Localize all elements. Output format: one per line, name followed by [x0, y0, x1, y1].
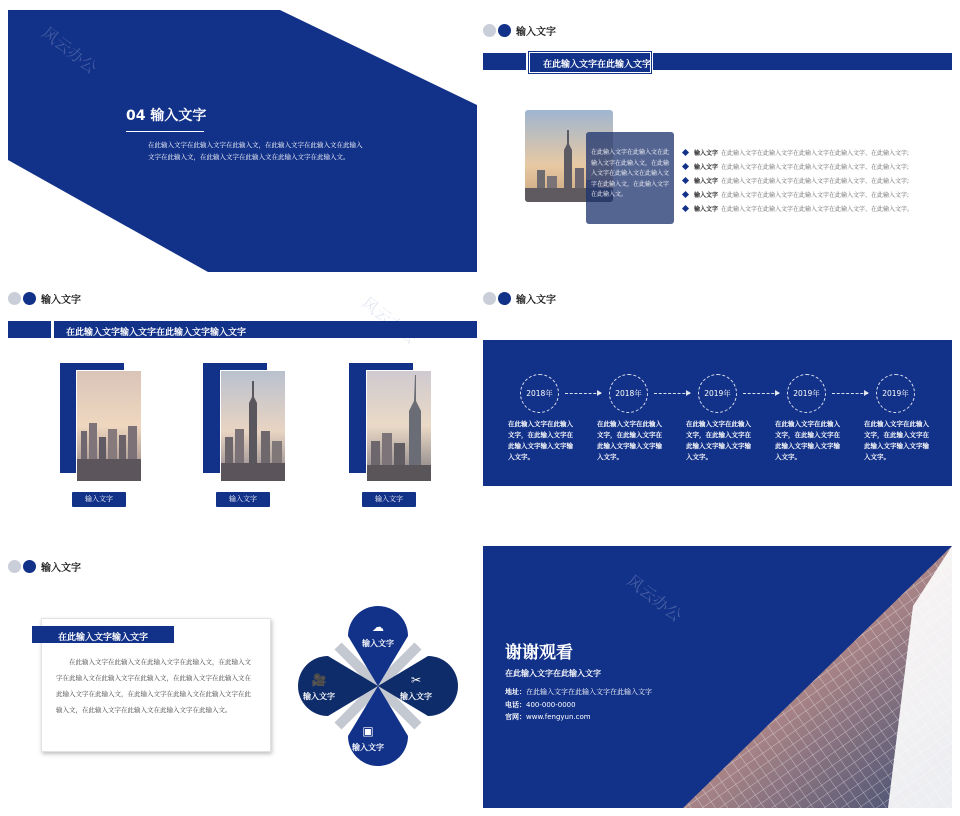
- timeline-text: 在此输入文字在此输入文字，在此输入文字在此输入文字输入文字输入文字。: [597, 420, 662, 461]
- diamond-icon: [682, 204, 689, 211]
- title-underline: [126, 131, 204, 132]
- phone-label: 电话：: [505, 700, 526, 709]
- title-box-label: 在此输入文字在此输入文字: [543, 60, 652, 70]
- slide-header: [483, 22, 556, 38]
- slide-card-petals: [8, 546, 477, 808]
- photo-button[interactable]: 输入文字: [362, 492, 416, 507]
- web-label: 官网：: [505, 713, 526, 721]
- list-item: [683, 173, 948, 187]
- list-item: [683, 159, 948, 173]
- timeline-panel: [483, 340, 952, 486]
- city-photo: [220, 370, 286, 482]
- contact-info: [505, 686, 652, 724]
- watermark: 风云办公: [623, 571, 686, 626]
- slide-header: [483, 290, 556, 306]
- blue-dot-icon: [23, 292, 36, 305]
- bullet-list: [683, 145, 948, 215]
- list-item-text: 在此输入文字在此输入文字在此输入文字在此输入文字、在此输入文字;: [721, 191, 910, 199]
- section-body: 在此输入文字在此输入文字在此输入文，在此输入文字在此输入文在此输入文字在此输入文，在此输入文字在此输入文在此输入文字在此输入文。: [148, 141, 363, 161]
- list-item: [683, 145, 948, 159]
- slide-thanks: [483, 546, 952, 808]
- list-item-label: 输入文字: [694, 205, 719, 213]
- header-title: 输入文字: [516, 294, 556, 306]
- timeline-text: 在此输入文字在此输入文字，在此输入文字在此输入文字输入文字输入文字。: [508, 420, 573, 461]
- text-box-body: 在此输入文字在此输入文在此输入文字在此输入文，在此输入文字在此输入文在此输入文字在此输入文，在此输入文字在此输入文。: [591, 149, 670, 198]
- list-item-text: 在此输入文字在此输入文字在此输入文字在此输入文字、在此输入文字;: [721, 163, 910, 171]
- gray-dot-icon: [483, 24, 496, 37]
- list-item-text: 在此输入文字在此输入文字在此输入文字在此输入文字、在此输入文字;: [721, 149, 910, 157]
- header-title: 输入文字: [516, 26, 556, 38]
- petal-label: 输入文字: [303, 691, 335, 701]
- section-title: 04 输入文字: [126, 108, 207, 124]
- title-bar-label: 在此输入文字输入文字在此输入文字输入文字: [66, 328, 247, 338]
- thanks-title: 谢谢观看: [505, 643, 573, 663]
- petal-label: 输入文字: [362, 638, 394, 648]
- camera-icon: 🎥: [311, 672, 327, 687]
- blue-dot-icon: [23, 560, 36, 573]
- timeline-text: 在此输入文字在此输入文字，在此输入文字在此输入文字输入文字输入文字。: [686, 420, 751, 461]
- header-title: 输入文字: [41, 562, 81, 574]
- address-label: 地址：: [505, 688, 526, 696]
- tools-icon: ✂: [410, 672, 422, 687]
- arrow-right-icon: [654, 393, 690, 394]
- timeline-text: 在此输入文字在此输入文字，在此输入文字在此输入文字输入文字输入文字。: [775, 420, 840, 461]
- year-circle: 2018年: [609, 374, 648, 413]
- city-photo: [366, 370, 432, 482]
- card-body: 在此输入文字在此输入文在此输入文字在此输入文，在此输入文字在此输入文在此输入文字在此输入文，在此输入文字在此输入文在此输入文字在此输入文，在此输入文字在此输入文在此输入文字在此输入文，在此输入文字在此输入文在此输入文字在此输入文。: [56, 658, 251, 714]
- header-title: 输入文字: [41, 294, 81, 306]
- diamond-icon: [682, 190, 689, 197]
- blue-dot-icon: [498, 24, 511, 37]
- watermark: 风云办公: [358, 293, 421, 348]
- photo-button[interactable]: 输入文字: [72, 492, 126, 507]
- chart-icon: ▣: [362, 723, 374, 738]
- city-photo: [76, 370, 142, 482]
- phone-value: 400-000-0000: [526, 700, 576, 709]
- title-bar-right: [653, 53, 952, 70]
- arrow-right-icon: [565, 393, 601, 394]
- watermark: 风云办公: [38, 23, 101, 78]
- web-row: [505, 711, 652, 724]
- slide-list: [483, 10, 952, 272]
- thanks-subtitle: 在此输入文字在此输入文字: [505, 669, 601, 678]
- arrow-right-icon: [743, 393, 779, 394]
- slide-timeline: [483, 278, 952, 540]
- list-item-label: 输入文字: [694, 163, 719, 171]
- phone-row: [505, 699, 652, 712]
- list-item-label: 输入文字: [694, 191, 719, 199]
- title-bar-left: [8, 321, 51, 338]
- gray-dot-icon: [8, 292, 21, 305]
- blue-dot-icon: [498, 292, 511, 305]
- slide-header: [8, 558, 81, 574]
- web-value: www.fengyun.com: [526, 713, 591, 721]
- timeline-text: 在此输入文字在此输入文字，在此输入文字在此输入文字输入文字输入文字。: [864, 420, 929, 461]
- slide-header: [8, 290, 81, 306]
- year-circle: 2019年: [698, 374, 737, 413]
- gray-dot-icon: [483, 292, 496, 305]
- list-item-label: 输入文字: [694, 149, 719, 157]
- list-item: [683, 201, 948, 215]
- address-row: [505, 686, 652, 699]
- gray-dot-icon: [8, 560, 21, 573]
- petal-top: [348, 604, 408, 664]
- diamond-icon: [682, 162, 689, 169]
- card-title: 在此输入文字输入文字: [58, 633, 149, 643]
- petal-bottom: [338, 708, 398, 768]
- address-value: 在此输入文字在此输入文字在此输入文字: [526, 688, 652, 696]
- list-item-text: 在此输入文字在此输入文字在此输入文字在此输入文字、在此输入文字;: [721, 177, 910, 185]
- cloud-icon: ☁: [372, 619, 384, 634]
- list-item-text: 在此输入文字在此输入文字在此输入文字在此输入文字、在此输入文字。: [721, 205, 914, 213]
- year-circle: 2018年: [520, 374, 559, 413]
- year-circle: 2019年: [876, 374, 915, 413]
- list-item-label: 输入文字: [694, 177, 719, 185]
- year-circle: 2019年: [787, 374, 826, 413]
- title-bar-left: [483, 53, 526, 70]
- petal-label: 输入文字: [400, 691, 432, 701]
- diamond-icon: [682, 176, 689, 183]
- arrow-right-icon: [832, 393, 868, 394]
- petal-label: 输入文字: [352, 742, 384, 752]
- diamond-icon: [682, 148, 689, 155]
- photo-button[interactable]: 输入文字: [216, 492, 270, 507]
- list-item: [683, 187, 948, 201]
- slide-section-title: [8, 10, 477, 272]
- slide-photos: [8, 278, 477, 540]
